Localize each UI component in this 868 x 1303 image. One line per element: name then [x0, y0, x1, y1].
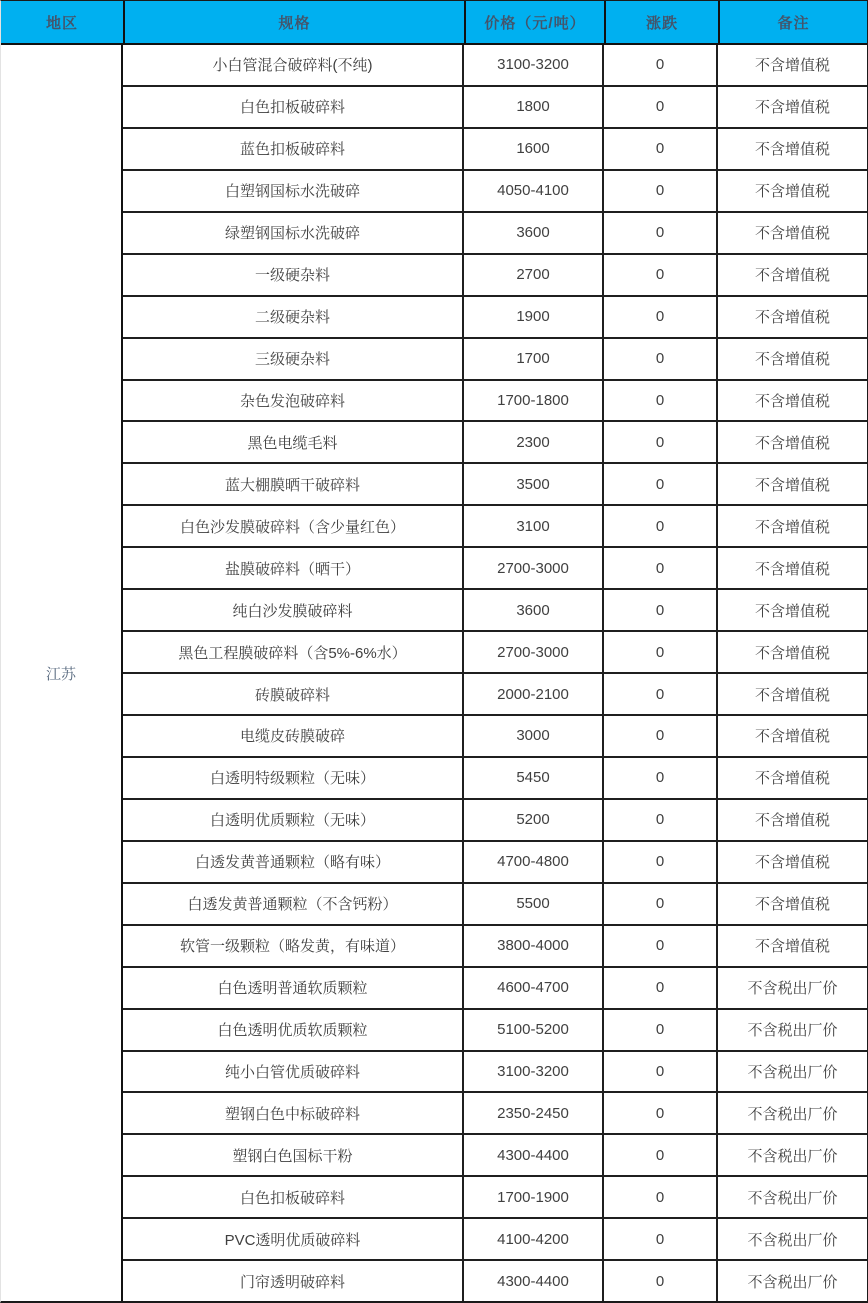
remark-cell: 不含增值税	[716, 674, 867, 714]
remark-cell: 不含增值税	[716, 381, 867, 421]
spec-cell: 纯白沙发膜破碎料	[232, 602, 353, 620]
change-cell: 0	[602, 1219, 716, 1259]
table-header-row	[1, 1, 867, 45]
remark-cell: 不含增值税	[716, 87, 867, 127]
price-cell: 3500	[462, 464, 602, 504]
price-cell: 5450	[462, 758, 602, 798]
spec-cell: 砖膜破碎料	[254, 686, 330, 704]
spec-cell: 白色透明普通软质颗粒	[217, 980, 368, 998]
remark-cell: 不含增值税	[716, 632, 867, 672]
spec-cell: 白透明特级颗粒（无味）	[209, 770, 375, 788]
spec-cell: 白色扣板破碎料	[239, 99, 345, 117]
change-cell: 0	[602, 926, 716, 966]
remark-cell: 不含增值税	[716, 548, 867, 588]
change-cell: 0	[602, 716, 716, 756]
remark-cell: 不含税出厂价	[716, 1052, 867, 1092]
remark-cell: 不含增值税	[716, 800, 867, 840]
change-cell: 0	[602, 632, 716, 672]
price-cell: 1600	[462, 129, 602, 169]
spec-cell: 白色扣板破碎料	[239, 1189, 345, 1207]
remark-cell: 不含税出厂价	[716, 968, 867, 1008]
table-row	[123, 630, 867, 672]
spec-cell: 黑色电缆毛料	[247, 434, 338, 452]
table-row	[123, 1259, 867, 1301]
change-cell: 0	[602, 590, 716, 630]
change-cell: 0	[602, 968, 716, 1008]
table-row	[123, 211, 867, 253]
price-cell: 1900	[462, 297, 602, 337]
table-row	[123, 588, 867, 630]
price-cell: 1700-1900	[462, 1177, 602, 1217]
price-cell: 4300-4400	[462, 1135, 602, 1175]
remark-cell: 不含税出厂价	[716, 1093, 867, 1133]
spec-cell: 门帘透明破碎料	[239, 1273, 345, 1291]
remark-cell: 不含税出厂价	[716, 1010, 867, 1050]
table-row	[123, 420, 867, 462]
price-cell: 2300	[462, 422, 602, 462]
spec-cell: 绿塑钢国标水洗破碎	[224, 225, 360, 243]
table-row	[123, 798, 867, 840]
remark-cell: 不含增值税	[716, 716, 867, 756]
change-cell: 0	[602, 1010, 716, 1050]
table-row	[123, 1217, 867, 1259]
header-change: 涨跌	[604, 1, 718, 43]
change-cell: 0	[602, 506, 716, 546]
change-cell: 0	[602, 129, 716, 169]
remark-cell: 不含增值税	[716, 255, 867, 295]
spec-cell: 一级硬杂料	[254, 267, 330, 285]
spec-cell: 小白管混合破碎料(不纯)	[212, 57, 373, 75]
remark-cell: 不含税出厂价	[716, 1177, 867, 1217]
price-cell: 3100-3200	[462, 45, 602, 85]
price-cell: 4700-4800	[462, 842, 602, 882]
remark-cell: 不含增值税	[716, 506, 867, 546]
table-row	[123, 337, 867, 379]
header-region: 地区	[45, 14, 78, 32]
change-cell: 0	[602, 87, 716, 127]
price-cell: 3800-4000	[462, 926, 602, 966]
remark-cell: 不含增值税	[716, 213, 867, 253]
spec-cell: 塑钢白色国标干粉	[232, 1147, 353, 1165]
table-row	[123, 546, 867, 588]
price-cell: 1700	[462, 339, 602, 379]
spec-cell: 白色沙发膜破碎料（含少量红色）	[179, 518, 405, 536]
table-row	[123, 1133, 867, 1175]
remark-cell: 不含增值税	[716, 884, 867, 924]
price-cell: 4100-4200	[462, 1219, 602, 1259]
remark-cell: 不含增值税	[716, 842, 867, 882]
remark-cell: 不含税出厂价	[716, 1261, 867, 1301]
price-cell: 4300-4400	[462, 1261, 602, 1301]
table-row	[123, 882, 867, 924]
remark-cell: 不含增值税	[716, 422, 867, 462]
spec-cell: 蓝色扣板破碎料	[239, 141, 345, 159]
remark-cell: 不含增值税	[716, 590, 867, 630]
change-cell: 0	[602, 339, 716, 379]
spec-cell: 纯小白管优质破碎料	[224, 1063, 360, 1081]
remark-cell: 不含增值税	[716, 171, 867, 211]
change-cell: 0	[602, 1177, 716, 1217]
price-cell: 5200	[462, 800, 602, 840]
table-row	[123, 1175, 867, 1217]
change-cell: 0	[602, 758, 716, 798]
table-row	[123, 1091, 867, 1133]
price-cell: 5500	[462, 884, 602, 924]
spec-cell: PVC透明优质破碎料	[224, 1231, 361, 1249]
table-row	[123, 127, 867, 169]
remark-cell: 不含税出厂价	[716, 1219, 867, 1259]
change-cell: 0	[602, 297, 716, 337]
spec-cell: 电缆皮砖膜破碎	[239, 728, 345, 746]
table-row	[123, 966, 867, 1008]
spec-cell: 白透发黄普通颗粒（不含钙粉）	[187, 896, 398, 914]
table-row	[123, 1008, 867, 1050]
change-cell: 0	[602, 674, 716, 714]
remark-cell: 不含增值税	[716, 758, 867, 798]
spec-cell: 白色透明优质软质颗粒	[217, 1022, 368, 1040]
price-cell: 5100-5200	[462, 1010, 602, 1050]
change-cell: 0	[602, 422, 716, 462]
change-cell: 0	[602, 800, 716, 840]
remark-cell: 不含增值税	[716, 464, 867, 504]
remark-cell: 不含税出厂价	[716, 1135, 867, 1175]
change-cell: 0	[602, 45, 716, 85]
price-cell: 1700-1800	[462, 381, 602, 421]
table-row	[123, 462, 867, 504]
change-cell: 0	[602, 884, 716, 924]
price-cell: 4600-4700	[462, 968, 602, 1008]
remark-cell: 不含增值税	[716, 45, 867, 85]
table-row	[123, 295, 867, 337]
change-cell: 0	[602, 464, 716, 504]
change-cell: 0	[602, 381, 716, 421]
remark-cell: 不含增值税	[716, 129, 867, 169]
header-spec: 规格	[123, 1, 464, 43]
table-row	[123, 85, 867, 127]
spec-cell: 杂色发泡破碎料	[239, 392, 345, 410]
remark-cell: 不含增值税	[716, 926, 867, 966]
remark-cell: 不含增值税	[716, 297, 867, 337]
change-cell: 0	[602, 1135, 716, 1175]
table-row	[123, 924, 867, 966]
region-label: 江苏	[45, 665, 76, 683]
price-cell: 2700	[462, 255, 602, 295]
table-row	[123, 169, 867, 211]
table-row	[123, 714, 867, 756]
price-cell: 3000	[462, 716, 602, 756]
table-row	[123, 1050, 867, 1092]
spec-cell: 白塑钢国标水洗破碎	[224, 183, 360, 201]
change-cell: 0	[602, 255, 716, 295]
spec-cell: 盐膜破碎料（晒干）	[224, 560, 360, 578]
header-price: 价格（元/吨）	[464, 1, 604, 43]
price-cell: 3600	[462, 213, 602, 253]
spec-cell: 软管一级颗粒（略发黄，有味道）	[179, 938, 405, 956]
spec-cell: 白透发黄普通颗粒（略有味）	[194, 854, 390, 872]
spec-cell: 三级硬杂料	[254, 351, 330, 369]
spec-cell: 白透明优质颗粒（无味）	[209, 812, 375, 830]
price-cell: 3600	[462, 590, 602, 630]
region-cell	[1, 45, 123, 1301]
price-cell: 2000-2100	[462, 674, 602, 714]
table-row	[123, 379, 867, 421]
spec-cell: 塑钢白色中标破碎料	[224, 1105, 360, 1123]
price-cell: 3100-3200	[462, 1052, 602, 1092]
change-cell: 0	[602, 1093, 716, 1133]
price-cell: 3100	[462, 506, 602, 546]
change-cell: 0	[602, 171, 716, 211]
spec-cell: 二级硬杂料	[254, 309, 330, 327]
header-remark: 备注	[718, 1, 867, 43]
table-row	[123, 504, 867, 546]
spec-cell: 蓝大棚膜晒干破碎料	[224, 476, 360, 494]
table-row	[123, 756, 867, 798]
price-cell: 2700-3000	[462, 632, 602, 672]
change-cell: 0	[602, 1261, 716, 1301]
price-cell: 2700-3000	[462, 548, 602, 588]
change-cell: 0	[602, 213, 716, 253]
change-cell: 0	[602, 842, 716, 882]
table-row	[123, 45, 867, 85]
spec-cell: 黑色工程膜破碎料（含5%-6%水）	[178, 644, 407, 662]
change-cell: 0	[602, 1052, 716, 1092]
table-row	[123, 672, 867, 714]
price-cell: 2350-2450	[462, 1093, 602, 1133]
table-body	[1, 45, 867, 1301]
price-cell: 1800	[462, 87, 602, 127]
price-cell: 4050-4100	[462, 171, 602, 211]
table-row	[123, 253, 867, 295]
table-rows	[123, 45, 867, 1301]
remark-cell: 不含增值税	[716, 339, 867, 379]
table-row	[123, 840, 867, 882]
change-cell: 0	[602, 548, 716, 588]
